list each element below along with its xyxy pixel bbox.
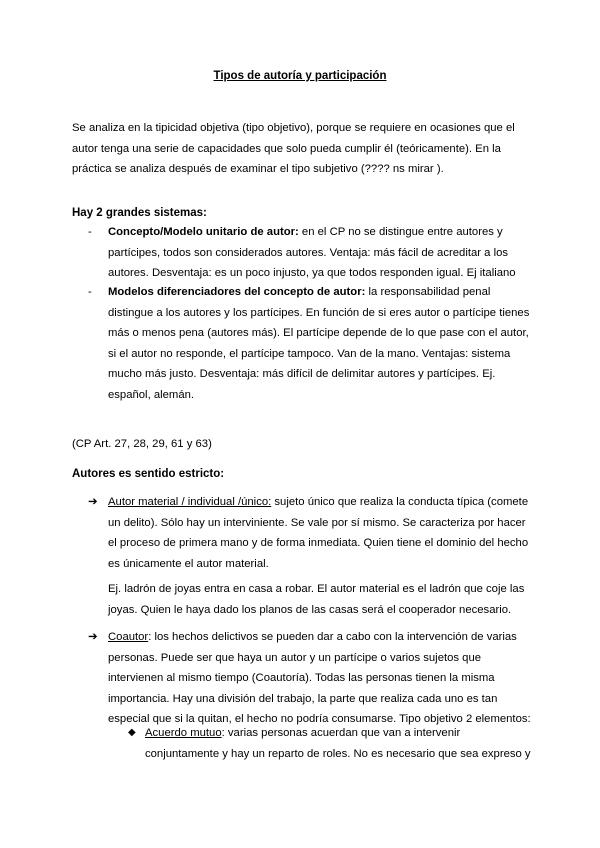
list-item [108,627,536,730]
item-text: en el CP no se distingue entre autores y partícipes, todos son considerados autores. Ventaja: más fácil de acreditar a los autores. Desventaja: es un poco injusto, ya que todos responden igual. Ej italiano [108,226,516,279]
term-diferenciadores: Modelos diferenciadores del concepto de autor: [108,286,366,298]
list-item [108,282,533,405]
term-coautor: Coautor [108,631,149,643]
list-item [108,492,536,574]
dash-bullet: - [88,286,92,298]
arrow-right-icon: ➔ [88,496,98,508]
autores-heading: Autores es sentido estricto: [72,468,225,480]
item-text: la responsabilidad penal distingue a los autores y los partícipes. En función de si eres autor o partícipe tienes más o menos pena (autores más). El partícipe depende de lo que pase con el autor, si el autor no responde, el partícipe tampoco. Van de la mano. Ventajas: sistema mucho más justo. Desventaja: más difícil de delimitar autores y partícipes. Ej. español, alemán. [108,286,530,401]
dash-bullet: - [88,226,92,238]
term-autor-material: Autor material / individual /único: [108,496,272,508]
item-text: : los hechos delictivos se pueden dar a cabo con la intervención de varias personas. Puede ser que haya un autor y un partícipe o varios sujetos que intervienen al mismo tiempo (Coautoría). Todas las personas tienen la misma importancia. Hay una división del trabajo, la parte que realiza cada uno es tan especial que si la quitan, el hecho no podría consumarse. Tipo objetivo 2 elementos: [108,631,531,725]
term-unitario: Concepto/Modelo unitario de autor: [108,226,299,238]
arrow-right-icon: ➔ [88,631,98,643]
item-text: sujeto único que realiza la conducta típica (comete un delito). Sólo hay un interviniente. Se vale por sí mismo. Se caracteriza por hacer el proceso de primera mano y de forma inmediata. Quien tiene el dominio del hecho es únicamente el autor material. [108,496,529,570]
cp-reference: (CP Art. 27, 28, 29, 61 y 63) [72,438,212,450]
sistemas-heading: Hay 2 grandes sistemas: [72,207,207,219]
list-item [145,723,537,764]
item-text: : varias personas acuerdan que van a intervenir conjuntamente y hay un reparto de roles. No es necesario que sea expreso y [145,727,531,760]
example-paragraph: Ej. ladrón de joyas entra en casa a robar. El autor material es el ladrón que coje las joyas. Quien le haya dado los planos de las casas será el cooperador necesario. [108,583,525,616]
page-title: Tipos de autoría y participación [213,70,387,82]
term-acuerdo-mutuo: Acuerdo mutuo [145,727,222,739]
list-item [108,222,533,284]
intro-paragraph: Se analiza en la tipicidad objetiva (tipo objetivo), porque se requiere en ocasiones que el autor tenga una serie de capacidades que solo pueda cumplir él (teóricamente). En la práctica se analiza después de examinar el tipo subjetivo (???? ns mirar ). [72,122,515,175]
diamond-bullet-icon: ◆ [128,727,136,738]
